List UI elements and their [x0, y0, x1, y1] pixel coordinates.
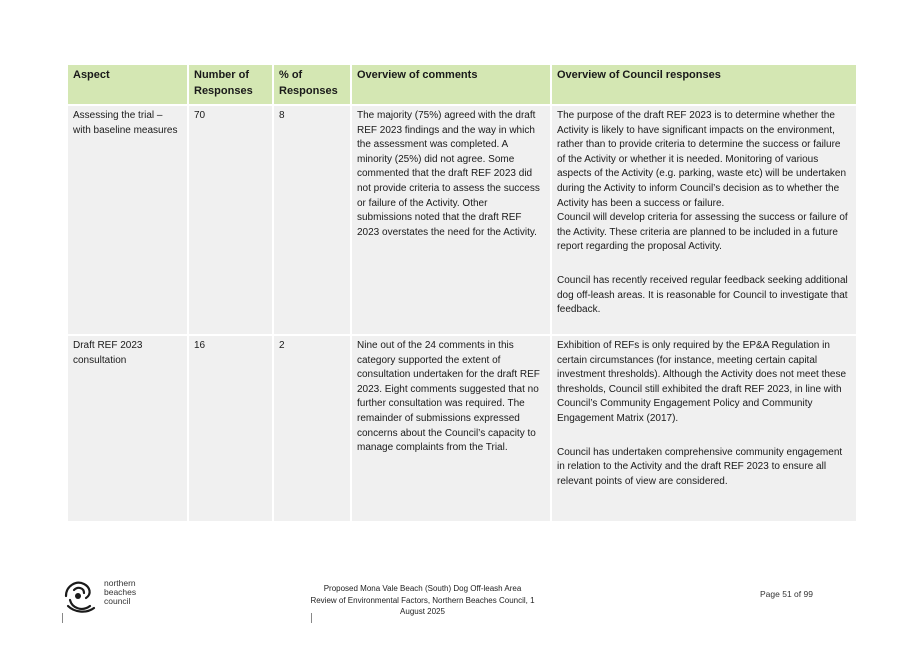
header-aspect: Aspect [67, 64, 188, 105]
footer-document-title [300, 583, 545, 618]
page-number: Page 51 of 99 [760, 589, 813, 599]
header-overview-of-council-responses: Overview of Council responses [551, 64, 857, 105]
footer-divider [62, 613, 63, 623]
table-row [67, 105, 857, 335]
responses-table [66, 63, 858, 523]
header-overview-of-comments: Overview of comments [351, 64, 551, 105]
footer-title-line: Proposed Mona Vale Beach (South) Dog Off-leash Area [323, 584, 522, 593]
header-percent-of-responses: % of Responses [273, 64, 351, 105]
council-response-paragraph: Council has undertaken comprehensive community engagement in relation to the Activity and the draft REF 2023 to ensure all relevant points of view are considered. [557, 446, 843, 487]
percent-cell: 8 [273, 105, 351, 335]
header-number-of-responses: Number of Responses [188, 64, 273, 105]
table-header-row [67, 64, 857, 105]
council-response-paragraph: Council will develop criteria for assessing the success or failure of the Activity. These criteria are planned to be included in a future report regarding the proposal Activity. [557, 212, 848, 253]
aspect-cell: Assessing the trial – with baseline measures [67, 105, 188, 335]
council-response-cell [551, 335, 857, 522]
responses-cell: 16 [188, 335, 273, 522]
logo-wordmark [104, 579, 136, 605]
logo-line: northern [104, 578, 136, 588]
council-response-paragraph: Exhibition of REFs is only required by the EP&A Regulation in certain circumstances (for instance, meeting certain capital investment thresholds). Although the Activity does not meet these thresholds, Council still exhibited the draft REF 2023, in line with Council’s Community Engagement Policy and Community Engagement Matrix (2017). [557, 340, 847, 424]
responses-cell: 70 [188, 105, 273, 335]
footer-divider [311, 613, 312, 623]
comments-cell: The majority (75%) agreed with the draft REF 2023 findings and the way in which the assessment was completed. A minority (25%) did not agree. Some commented that the draft REF 2023 did not provide criteria to assess the success or failure of the Activity. Other submissions noted that the draft REF 2023 overstates the need for the Activity. [351, 105, 551, 335]
footer-title-line: Review of Environmental Factors, Northern Beaches Council, 1 August 2025 [310, 595, 535, 616]
council-response-cell [551, 105, 857, 335]
logo-line: council [104, 595, 131, 606]
council-response-paragraph: Council has recently received regular feedback seeking additional dog off-leash areas. It is reasonable for Council to investigate that feedback. [557, 274, 848, 316]
percent-cell: 2 [273, 335, 351, 522]
aspect-cell: Draft REF 2023 consultation [67, 335, 188, 522]
comments-cell: Nine out of the 24 comments in this category supported the extent of consultation undertaken for the draft REF 2023. Eight comments suggested that no further consultation was required. The remainder of submissions expressed concerns about the Council’s capacity to manage complaints from the Trial. [351, 335, 551, 522]
table-row [67, 335, 857, 522]
logo-line: beaches [104, 586, 137, 597]
council-response-paragraph: The purpose of the draft REF 2023 is to determine whether the Activity is likely to have significant impacts on the environment, rather than to provide criteria to determine the success or failure of the Activity or whether it is needed. Monitoring of various aspects of the Activity (e.g. parking, waste etc) will be undertaken during the Activity to inform Council’s decision as to whether the Activity has been a success or failure. [557, 110, 847, 209]
